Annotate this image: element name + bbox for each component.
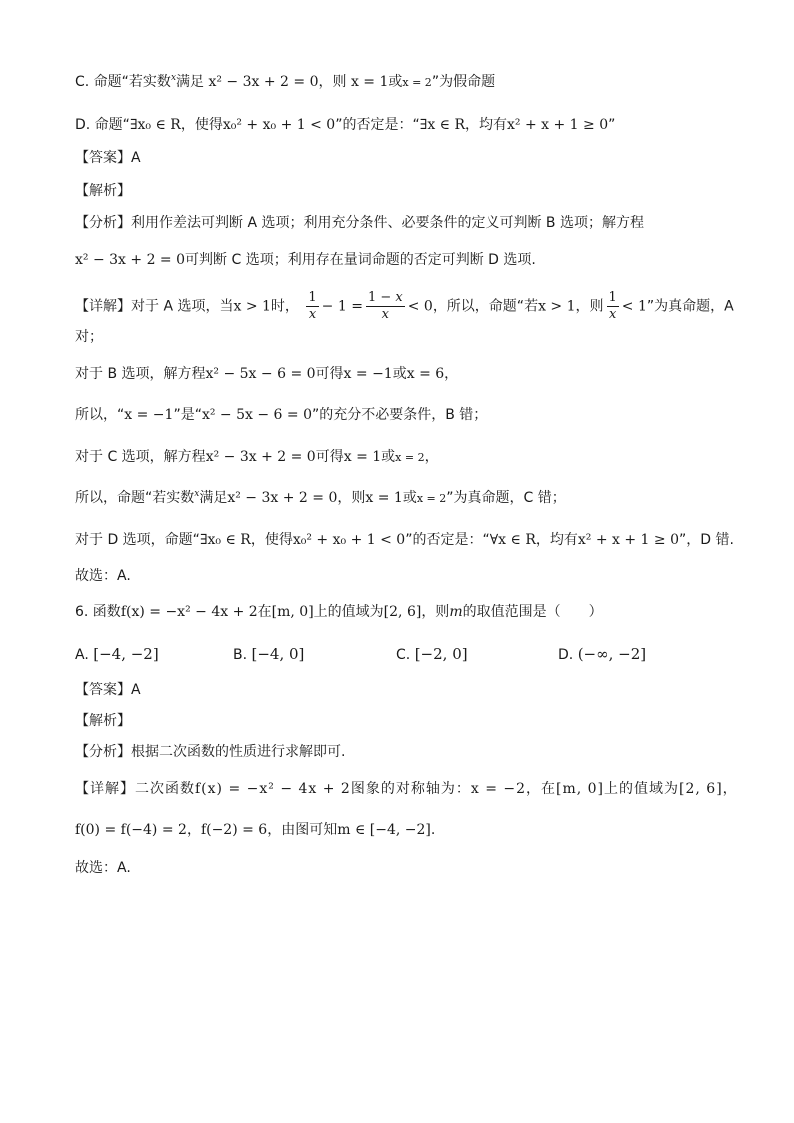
q6-xj-2: 图象的对称轴为： — [350, 781, 471, 797]
option-c-sep: ，则 — [318, 74, 347, 90]
option-c-equation: x² − 3x + 2 = 0 — [208, 74, 319, 90]
q6-fenxi: 【分析】根据二次函数的性质进行求解即可. — [75, 744, 346, 760]
q5-c-eq: x² − 3x + 2 = 0 — [205, 449, 316, 465]
q5-jiexi: 【解析】 — [75, 183, 131, 199]
q5-b-or: 或 — [392, 366, 407, 382]
q5-b2-eq: x² − 5x − 6 = 0 — [201, 407, 312, 423]
q5-fenxi-text: 可判断 C 选项；利用存在量词命题的否定可判断 D 选项. — [185, 252, 536, 268]
q6-option-b-label: B. — [233, 647, 248, 663]
option-c-mid: 满足 — [176, 74, 205, 90]
q5-c2-or: 或 — [402, 490, 417, 506]
q5-c2-1: 所以，命题“若实数 — [75, 490, 195, 506]
q6-stem — [75, 602, 603, 622]
option-d-prefix: D. 命题“ — [75, 117, 130, 133]
q6-xj-4: 上的值域为 — [604, 781, 680, 797]
q6-stem-5: 的取值范围是（ ） — [462, 604, 603, 620]
q5-c-end: ， — [424, 449, 439, 465]
q5-d-5: ”，D 错. — [679, 532, 734, 548]
option-d-mid3: ，均有 — [465, 117, 508, 133]
q6-detail-2 — [75, 820, 435, 840]
q5-fenxi-1: 【分析】利用作差法可判断 A 选项；利用充分条件、必要条件的定义可判断 B 选项；解方程 — [75, 215, 644, 231]
q5-b2-2: ”是“ — [173, 407, 202, 423]
q6-jiexi: 【解析】 — [75, 713, 131, 729]
q6-option-c-label: C. — [396, 647, 411, 663]
q6-l2-e: m ∈ [−4, −2] — [337, 822, 431, 838]
q6-detail-1 — [75, 779, 738, 799]
q6-xj-int: [m, 0] — [556, 781, 605, 797]
q5-d-1: 对于 D 选项，命题“ — [75, 532, 200, 548]
q5-c-2: 可得 — [315, 449, 344, 465]
q5-detail-b2 — [75, 405, 487, 425]
q5-c2-2: 满足 — [199, 490, 228, 506]
q6-interval: [m, 0] — [271, 604, 314, 620]
q6-l2-a: f(0) = f(−4) = 2 — [75, 822, 187, 838]
q6-xj-func: f(x) = −x² − 4x + 2 — [195, 781, 351, 797]
q5-d-2: ，使得 — [250, 532, 293, 548]
q6-gu: 故选：A. — [75, 860, 131, 876]
q5-detail-a-3: ，所以，命题“若 — [432, 298, 539, 315]
option-d — [75, 115, 615, 135]
fraction-1-over-x-2: $\frac{1}{x}$ — [608, 290, 617, 322]
q5-detail-a-5: ”为真命题，A — [646, 298, 734, 315]
q6-xj-5: ， — [722, 781, 738, 797]
q5-detail-a: 【详解】对于 A 选项，当x > 1时， $\frac{1}{x}$ − 1 = $\frac{1 - x}{x}$ < 0，所以，命题“若x > 1，则 $\frac{1}{x}$ < 1”为真命题，A — [75, 290, 734, 322]
q5-detail-c — [75, 447, 439, 468]
q5-c-r2: x = 2 — [395, 451, 425, 464]
q5-detail-a-cond: x > 1 — [233, 298, 271, 315]
q5-c-or: 或 — [381, 449, 396, 465]
q6-l2-d: ，由图可知 — [267, 822, 338, 838]
q6-option-a-value: [−4, −2] — [93, 645, 159, 663]
fraction-1-over-x: $\frac{1}{x}$ — [308, 290, 317, 322]
q5-d-4: ，均有 — [535, 532, 578, 548]
option-d-p4: x² + x + 1 ≥ 0 — [507, 117, 609, 133]
q6-stem-2: 在 — [257, 604, 272, 620]
q5-d-3: ”的否定是：“ — [405, 532, 490, 548]
q6-option-c-value: [−2, 0] — [414, 645, 468, 663]
q5-detail-a-1: 【详解】对于 A 选项，当 — [75, 298, 234, 315]
q6-option-d-label: D. — [558, 647, 574, 663]
q6-xj-3: ，在 — [526, 781, 557, 797]
var-x-2: x — [194, 489, 200, 499]
q6-option-b — [233, 644, 304, 665]
q5-detail-a-2: 时， — [270, 298, 299, 315]
q6-xj-axis: x = −2 — [470, 781, 527, 797]
option-c-suffix: ”为假命题 — [431, 74, 496, 90]
q5-b2-1: 所以，“ — [75, 407, 125, 423]
q5-c2-r2: x = 2 — [416, 492, 447, 505]
q6-l2-c: f(−2) = 6 — [200, 822, 268, 838]
option-c-prefix: C. 命题“若实数 — [75, 74, 171, 90]
q5-b-2: 可得 — [315, 366, 344, 382]
q5-b-r2: x = 6 — [406, 366, 445, 382]
q6-m: m — [449, 604, 463, 620]
q6-option-a — [75, 644, 159, 665]
q5-detail-d — [75, 530, 734, 550]
q5-fenxi-2 — [75, 250, 536, 270]
q6-option-d-value: (−∞, −2] — [577, 645, 647, 663]
option-d-mid: ，使得 — [180, 117, 223, 133]
q5-detail-b — [75, 364, 458, 384]
q5-b-1: 对于 B 选项，解方程 — [75, 366, 206, 382]
q5-c2-3: ，则 — [337, 490, 366, 506]
q6-option-b-value: [−4, 0] — [251, 645, 305, 663]
q5-c2-4: ”为真命题，C 错； — [446, 490, 566, 506]
q5-dui: 对； — [75, 329, 103, 345]
q6-stem-3: 上的值域为 — [313, 604, 384, 620]
q5-b-eq: x² − 5x − 6 = 0 — [205, 366, 316, 382]
q5-b2-3: ”的充分不必要条件，B 错； — [311, 407, 488, 423]
q5-d-p1: ∃x₀ ∈ R — [199, 532, 251, 548]
option-c-or: 或 — [388, 74, 403, 90]
q6-func: f(x) = −x² − 4x + 2 — [120, 604, 258, 620]
q5-b-r1: x = −1 — [343, 366, 393, 382]
q6-range: [2, 6] — [383, 604, 422, 620]
q5-c-1: 对于 C 选项，解方程 — [75, 449, 206, 465]
option-d-p3: ∃x ∈ R — [419, 117, 466, 133]
q5-answer: 【答案】A — [75, 150, 141, 166]
q5-b2-x: x = −1 — [124, 407, 174, 423]
q5-detail-a-4: ，则 — [575, 298, 604, 315]
q6-answer: 【答案】A — [75, 682, 141, 698]
option-c-root2: x = 2 — [402, 76, 432, 89]
q5-b-end: ， — [444, 366, 459, 382]
q5-fenxi-eq: x² − 3x + 2 = 0 — [75, 252, 186, 268]
option-d-p2: x₀² + x₀ + 1 < 0 — [222, 117, 336, 133]
q6-option-a-label: A. — [75, 647, 89, 663]
fraction-1-minus-x-over-x: $\frac{1 - x}{x}$ — [367, 290, 403, 322]
q6-xj-range: [2, 6] — [679, 781, 723, 797]
q6-option-d — [558, 644, 646, 665]
q6-stem-4: ，则 — [421, 604, 450, 620]
option-d-p1: ∃x₀ ∈ R — [129, 117, 181, 133]
q5-c2-r1: x = 1 — [365, 490, 403, 506]
q5-detail-a-cond-2: x > 1 — [538, 298, 576, 315]
q5-c2-eq: x² − 3x + 2 = 0 — [227, 490, 338, 506]
q5-detail-c2 — [75, 488, 566, 509]
q6-l2-b: ， — [186, 822, 201, 838]
q6-option-c — [396, 644, 468, 665]
option-d-suffix: ” — [608, 117, 616, 133]
q5-d-p3: ∀x ∈ R — [489, 532, 536, 548]
q6-xj-1: 【详解】二次函数 — [75, 781, 195, 797]
q5-gu: 故选：A. — [75, 568, 131, 584]
q5-d-p2: x₀² + x₀ + 1 < 0 — [292, 532, 406, 548]
option-d-mid2: ”的否定是：“ — [335, 117, 420, 133]
var-x: x — [170, 73, 177, 83]
option-c-root1: x = 1 — [350, 74, 389, 90]
q6-stem-1: 6. 函数 — [75, 604, 121, 620]
option-c — [75, 72, 495, 93]
q5-c-r1: x = 1 — [343, 449, 382, 465]
q6-l2-f: . — [430, 822, 436, 838]
q5-d-p4: x² + x + 1 ≥ 0 — [577, 532, 679, 548]
